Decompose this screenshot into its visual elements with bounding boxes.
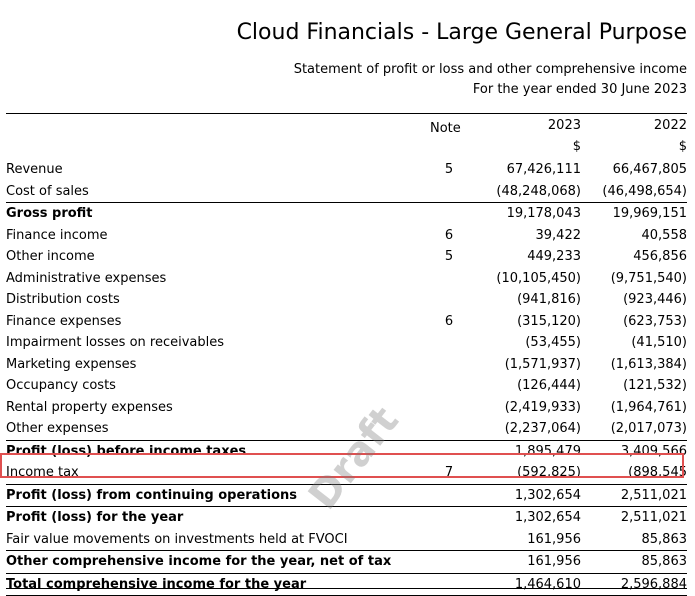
row-value-2022: 85,863 xyxy=(642,551,688,572)
row-value-2022: (1,613,384) xyxy=(611,354,687,375)
row-value-2022: 2,511,021 xyxy=(621,485,687,506)
row-note: 5 xyxy=(444,159,454,180)
row-value-2022: 66,467,805 xyxy=(613,159,687,180)
row-label: Finance expenses xyxy=(6,311,121,332)
currency-2022: $ xyxy=(679,139,687,154)
row-note: 5 xyxy=(444,246,454,267)
row-label: Profit (loss) before income taxes xyxy=(6,441,246,462)
row-value-2022: 456,856 xyxy=(633,246,687,267)
table-row xyxy=(6,202,687,225)
row-value-2022: (1,964,761) xyxy=(611,397,687,418)
row-label: Other income xyxy=(6,246,95,267)
row-value-2023: 39,422 xyxy=(536,225,582,246)
table-row xyxy=(6,268,687,290)
header-rule xyxy=(6,113,687,114)
income-tax-highlight-box xyxy=(0,453,684,478)
row-label: Administrative expenses xyxy=(6,268,166,289)
company-title: Cloud Financials - Large General Purpose xyxy=(237,20,687,45)
row-value-2023: 1,464,610 xyxy=(515,574,581,595)
table-row xyxy=(6,332,687,354)
row-value-2022: 2,596,884 xyxy=(621,574,687,595)
row-value-2022: (46,498,654) xyxy=(602,181,687,202)
table-row xyxy=(6,289,687,311)
row-label: Gross profit xyxy=(6,203,93,224)
row-value-2022: 40,558 xyxy=(642,225,688,246)
row-value-2022: 85,863 xyxy=(642,529,688,550)
row-value-2023: (53,455) xyxy=(525,332,581,353)
row-value-2023: 1,302,654 xyxy=(515,507,581,528)
row-label: Finance income xyxy=(6,225,107,246)
row-value-2023: (2,419,933) xyxy=(505,397,581,418)
row-value-2023: 449,233 xyxy=(527,246,581,267)
row-label: Occupancy costs xyxy=(6,375,116,396)
row-value-2023: (315,120) xyxy=(517,311,581,332)
double-underline xyxy=(6,588,687,589)
row-label: Fair value movements on investments held at FVOCI xyxy=(6,529,348,550)
row-value-2022: (9,751,540) xyxy=(611,268,687,289)
currency-2023: $ xyxy=(573,139,581,154)
row-label: Impairment losses on receivables xyxy=(6,332,224,353)
row-label: Profit (loss) for the year xyxy=(6,507,183,528)
row-note: 6 xyxy=(444,225,454,246)
row-note: 6 xyxy=(444,311,454,332)
row-value-2022: (2,017,073) xyxy=(611,418,687,439)
row-value-2023: (10,105,450) xyxy=(496,268,581,289)
table-row xyxy=(6,550,687,573)
row-value-2023: (2,237,064) xyxy=(505,418,581,439)
year-2022-header: 2022 xyxy=(654,118,687,133)
period-subtitle: For the year ended 30 June 2023 xyxy=(473,82,687,97)
table-row xyxy=(6,418,687,440)
row-value-2023: 161,956 xyxy=(527,529,581,550)
row-value-2023: 161,956 xyxy=(527,551,581,572)
row-value-2023: (1,571,937) xyxy=(505,354,581,375)
note-column-header: Note xyxy=(430,121,461,136)
row-value-2023: 1,302,654 xyxy=(515,485,581,506)
row-label: Cost of sales xyxy=(6,181,89,202)
year-2023-header: 2023 xyxy=(548,118,581,133)
table-row xyxy=(6,354,687,376)
row-value-2022: 3,409,566 xyxy=(621,441,687,462)
row-value-2022: (898,545 xyxy=(628,462,687,483)
table-row xyxy=(6,246,687,268)
table-row xyxy=(6,375,687,397)
row-note: 7 xyxy=(444,462,454,483)
row-value-2023: 1,895,479 xyxy=(515,441,581,462)
row-label: Distribution costs xyxy=(6,289,120,310)
row-value-2023: (592,825) xyxy=(517,462,581,483)
statement-table xyxy=(6,159,687,596)
row-label: Total comprehensive income for the year xyxy=(6,574,306,595)
row-value-2022: 19,969,151 xyxy=(613,203,687,224)
table-row xyxy=(6,181,687,203)
row-label: Other comprehensive income for the year, net of tax xyxy=(6,551,391,572)
row-value-2023: (941,816) xyxy=(517,289,581,310)
table-row xyxy=(6,159,687,181)
statement-title: Statement of profit or loss and other comprehensive income xyxy=(294,62,687,77)
row-value-2022: (623,753) xyxy=(623,311,687,332)
row-label: Revenue xyxy=(6,159,63,180)
row-label: Income tax xyxy=(6,462,79,483)
table-row xyxy=(6,484,687,507)
row-value-2022: (121,532) xyxy=(623,375,687,396)
row-value-2022: (41,510) xyxy=(631,332,687,353)
table-row xyxy=(6,311,687,333)
row-value-2023: 67,426,111 xyxy=(507,159,581,180)
table-row xyxy=(6,529,687,551)
row-label: Marketing expenses xyxy=(6,354,136,375)
row-value-2023: (48,248,068) xyxy=(496,181,581,202)
table-row xyxy=(6,397,687,419)
row-value-2022: (923,446) xyxy=(623,289,687,310)
table-row xyxy=(6,506,687,529)
row-label: Profit (loss) from continuing operations xyxy=(6,485,297,506)
row-value-2022: 2,511,021 xyxy=(621,507,687,528)
table-row xyxy=(6,225,687,247)
row-value-2023: 19,178,043 xyxy=(507,203,581,224)
row-label: Rental property expenses xyxy=(6,397,173,418)
draft-watermark: Draft xyxy=(300,398,408,518)
table-row xyxy=(6,573,687,596)
row-value-2023: (126,444) xyxy=(517,375,581,396)
row-label: Other expenses xyxy=(6,418,109,439)
